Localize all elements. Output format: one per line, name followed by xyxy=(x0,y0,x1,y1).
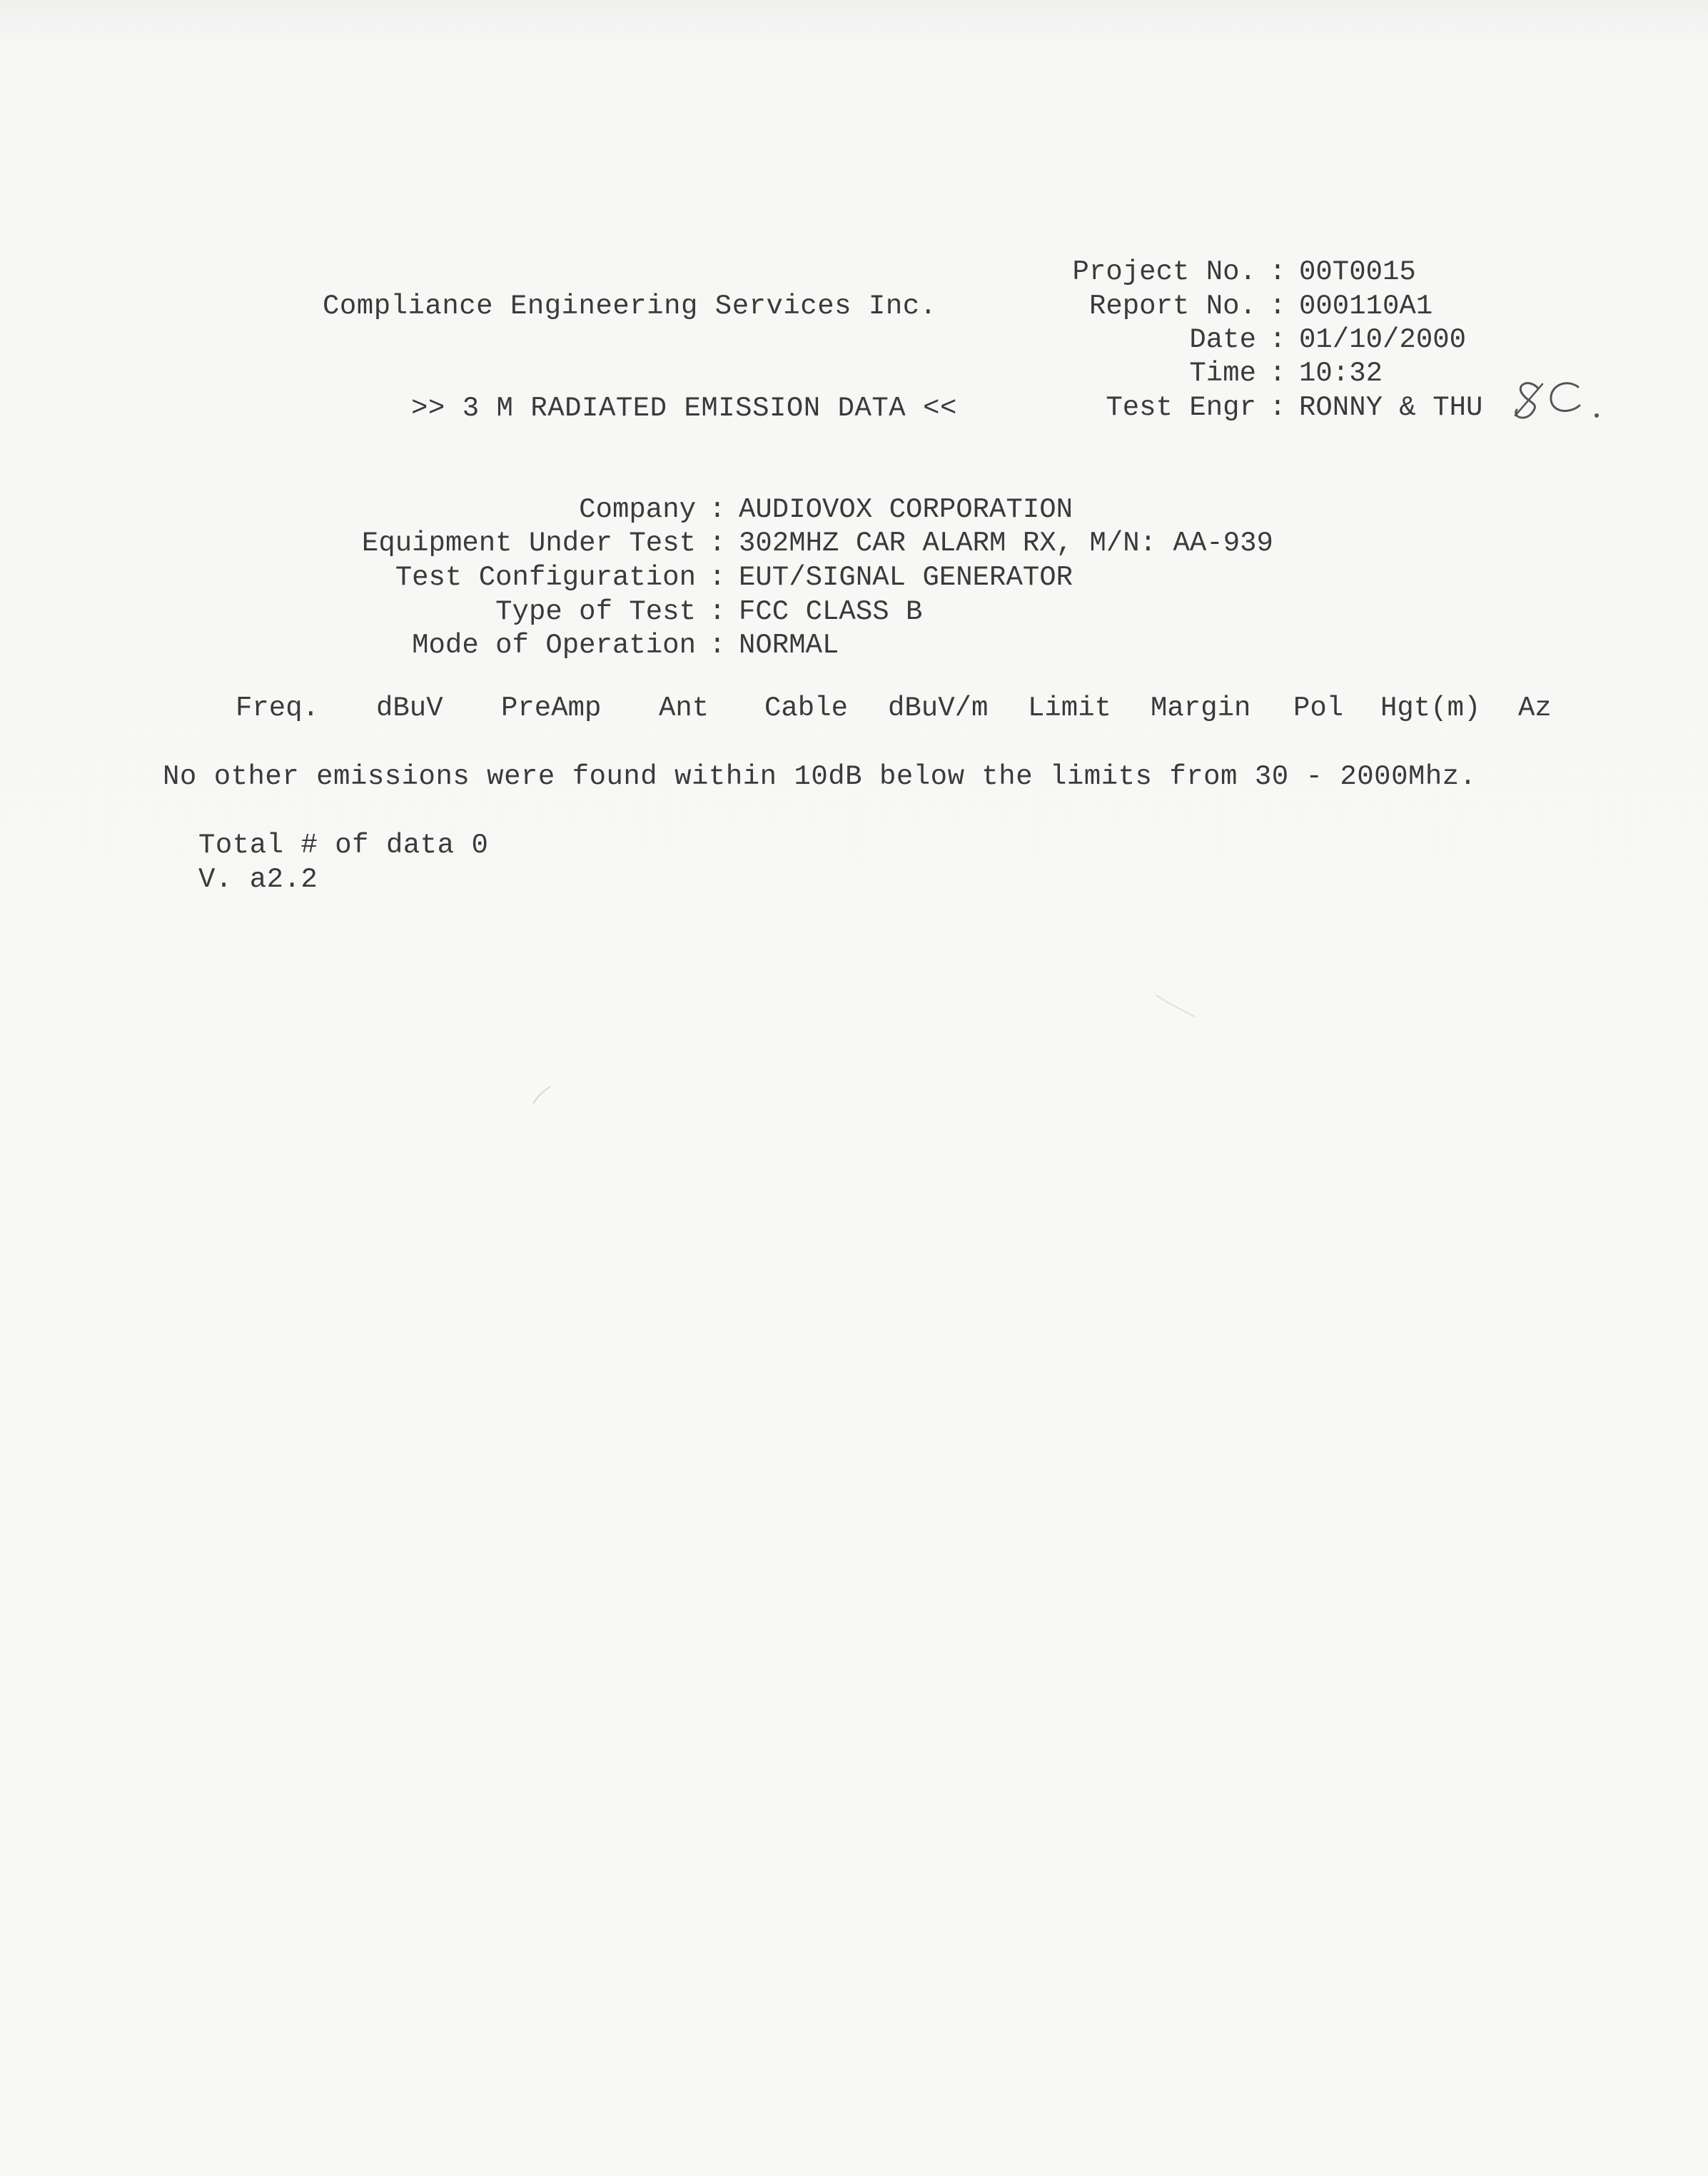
column-header-dbuv: dBuV xyxy=(376,692,443,724)
info-field-type-of-test xyxy=(314,595,1452,629)
info-value: EUT/SIGNAL GENERATOR xyxy=(739,562,1073,593)
info-colon: : xyxy=(709,562,726,593)
header-label: Date xyxy=(1189,324,1256,356)
column-header-az: Az xyxy=(1518,692,1552,724)
column-header-limit: Limit xyxy=(1028,692,1112,724)
info-value: 302MHZ CAR ALARM RX, M/N: AA-939 xyxy=(739,528,1273,559)
info-colon: : xyxy=(709,528,726,559)
header-colon: : xyxy=(1269,256,1286,288)
header-colon: : xyxy=(1269,358,1286,389)
header-value: 000110A1 xyxy=(1299,291,1433,322)
info-field-equipment xyxy=(314,526,1452,560)
header-value: 00T0015 xyxy=(1299,256,1416,288)
header-value: 01/10/2000 xyxy=(1299,324,1467,356)
total-data-count: Total # of data 0 xyxy=(198,830,489,861)
column-header-freq: Freq. xyxy=(236,692,320,724)
company-header: Compliance Engineering Services Inc. xyxy=(323,291,937,322)
info-field-test-configuration xyxy=(314,560,1452,595)
header-label: Project No. xyxy=(1072,256,1256,288)
info-colon: : xyxy=(709,596,726,628)
header-colon: : xyxy=(1269,324,1286,356)
info-field-company xyxy=(314,493,1452,527)
info-colon: : xyxy=(709,494,726,525)
header-value: RONNY & THU xyxy=(1299,392,1483,423)
header-field-report-no xyxy=(928,289,1656,323)
column-header-preamp: PreAmp xyxy=(501,692,602,724)
column-header-cable: Cable xyxy=(764,692,849,724)
column-header-hgt: Hgt(m) xyxy=(1380,692,1481,724)
info-label: Type of Test xyxy=(495,596,696,628)
emissions-note: No other emissions were found within 10dB below the limits from 30 - 2000Mhz. xyxy=(163,761,1477,792)
header-field-date xyxy=(928,323,1656,357)
info-field-mode-of-operation xyxy=(314,628,1452,663)
info-value: FCC CLASS B xyxy=(739,596,923,628)
header-colon: : xyxy=(1269,291,1286,322)
info-colon: : xyxy=(709,630,726,661)
handwritten-initials xyxy=(1510,373,1602,423)
header-field-project-no xyxy=(928,255,1656,289)
column-header-dbuv-m: dBuV/m xyxy=(888,692,989,724)
scan-mark xyxy=(532,1084,553,1105)
column-header-margin: Margin xyxy=(1151,692,1251,724)
header-colon: : xyxy=(1269,392,1286,423)
info-label: Mode of Operation xyxy=(412,630,696,661)
column-header-ant: Ant xyxy=(659,692,709,724)
info-label: Company xyxy=(579,494,696,525)
scan-mark xyxy=(1155,992,1198,1021)
column-header-pol: Pol xyxy=(1293,692,1344,724)
version-label: V. a2.2 xyxy=(198,864,318,895)
header-label: Report No. xyxy=(1088,291,1256,322)
info-value: AUDIOVOX CORPORATION xyxy=(739,494,1073,525)
info-value: NORMAL xyxy=(739,630,839,661)
info-label: Test Configuration xyxy=(395,562,696,593)
header-label: Test Engr xyxy=(1106,392,1256,423)
info-label: Equipment Under Test xyxy=(361,528,696,559)
header-value: 10:32 xyxy=(1299,358,1383,389)
header-label: Time xyxy=(1189,358,1256,389)
report-title: >> 3 M RADIATED EMISSION DATA << xyxy=(411,393,957,424)
